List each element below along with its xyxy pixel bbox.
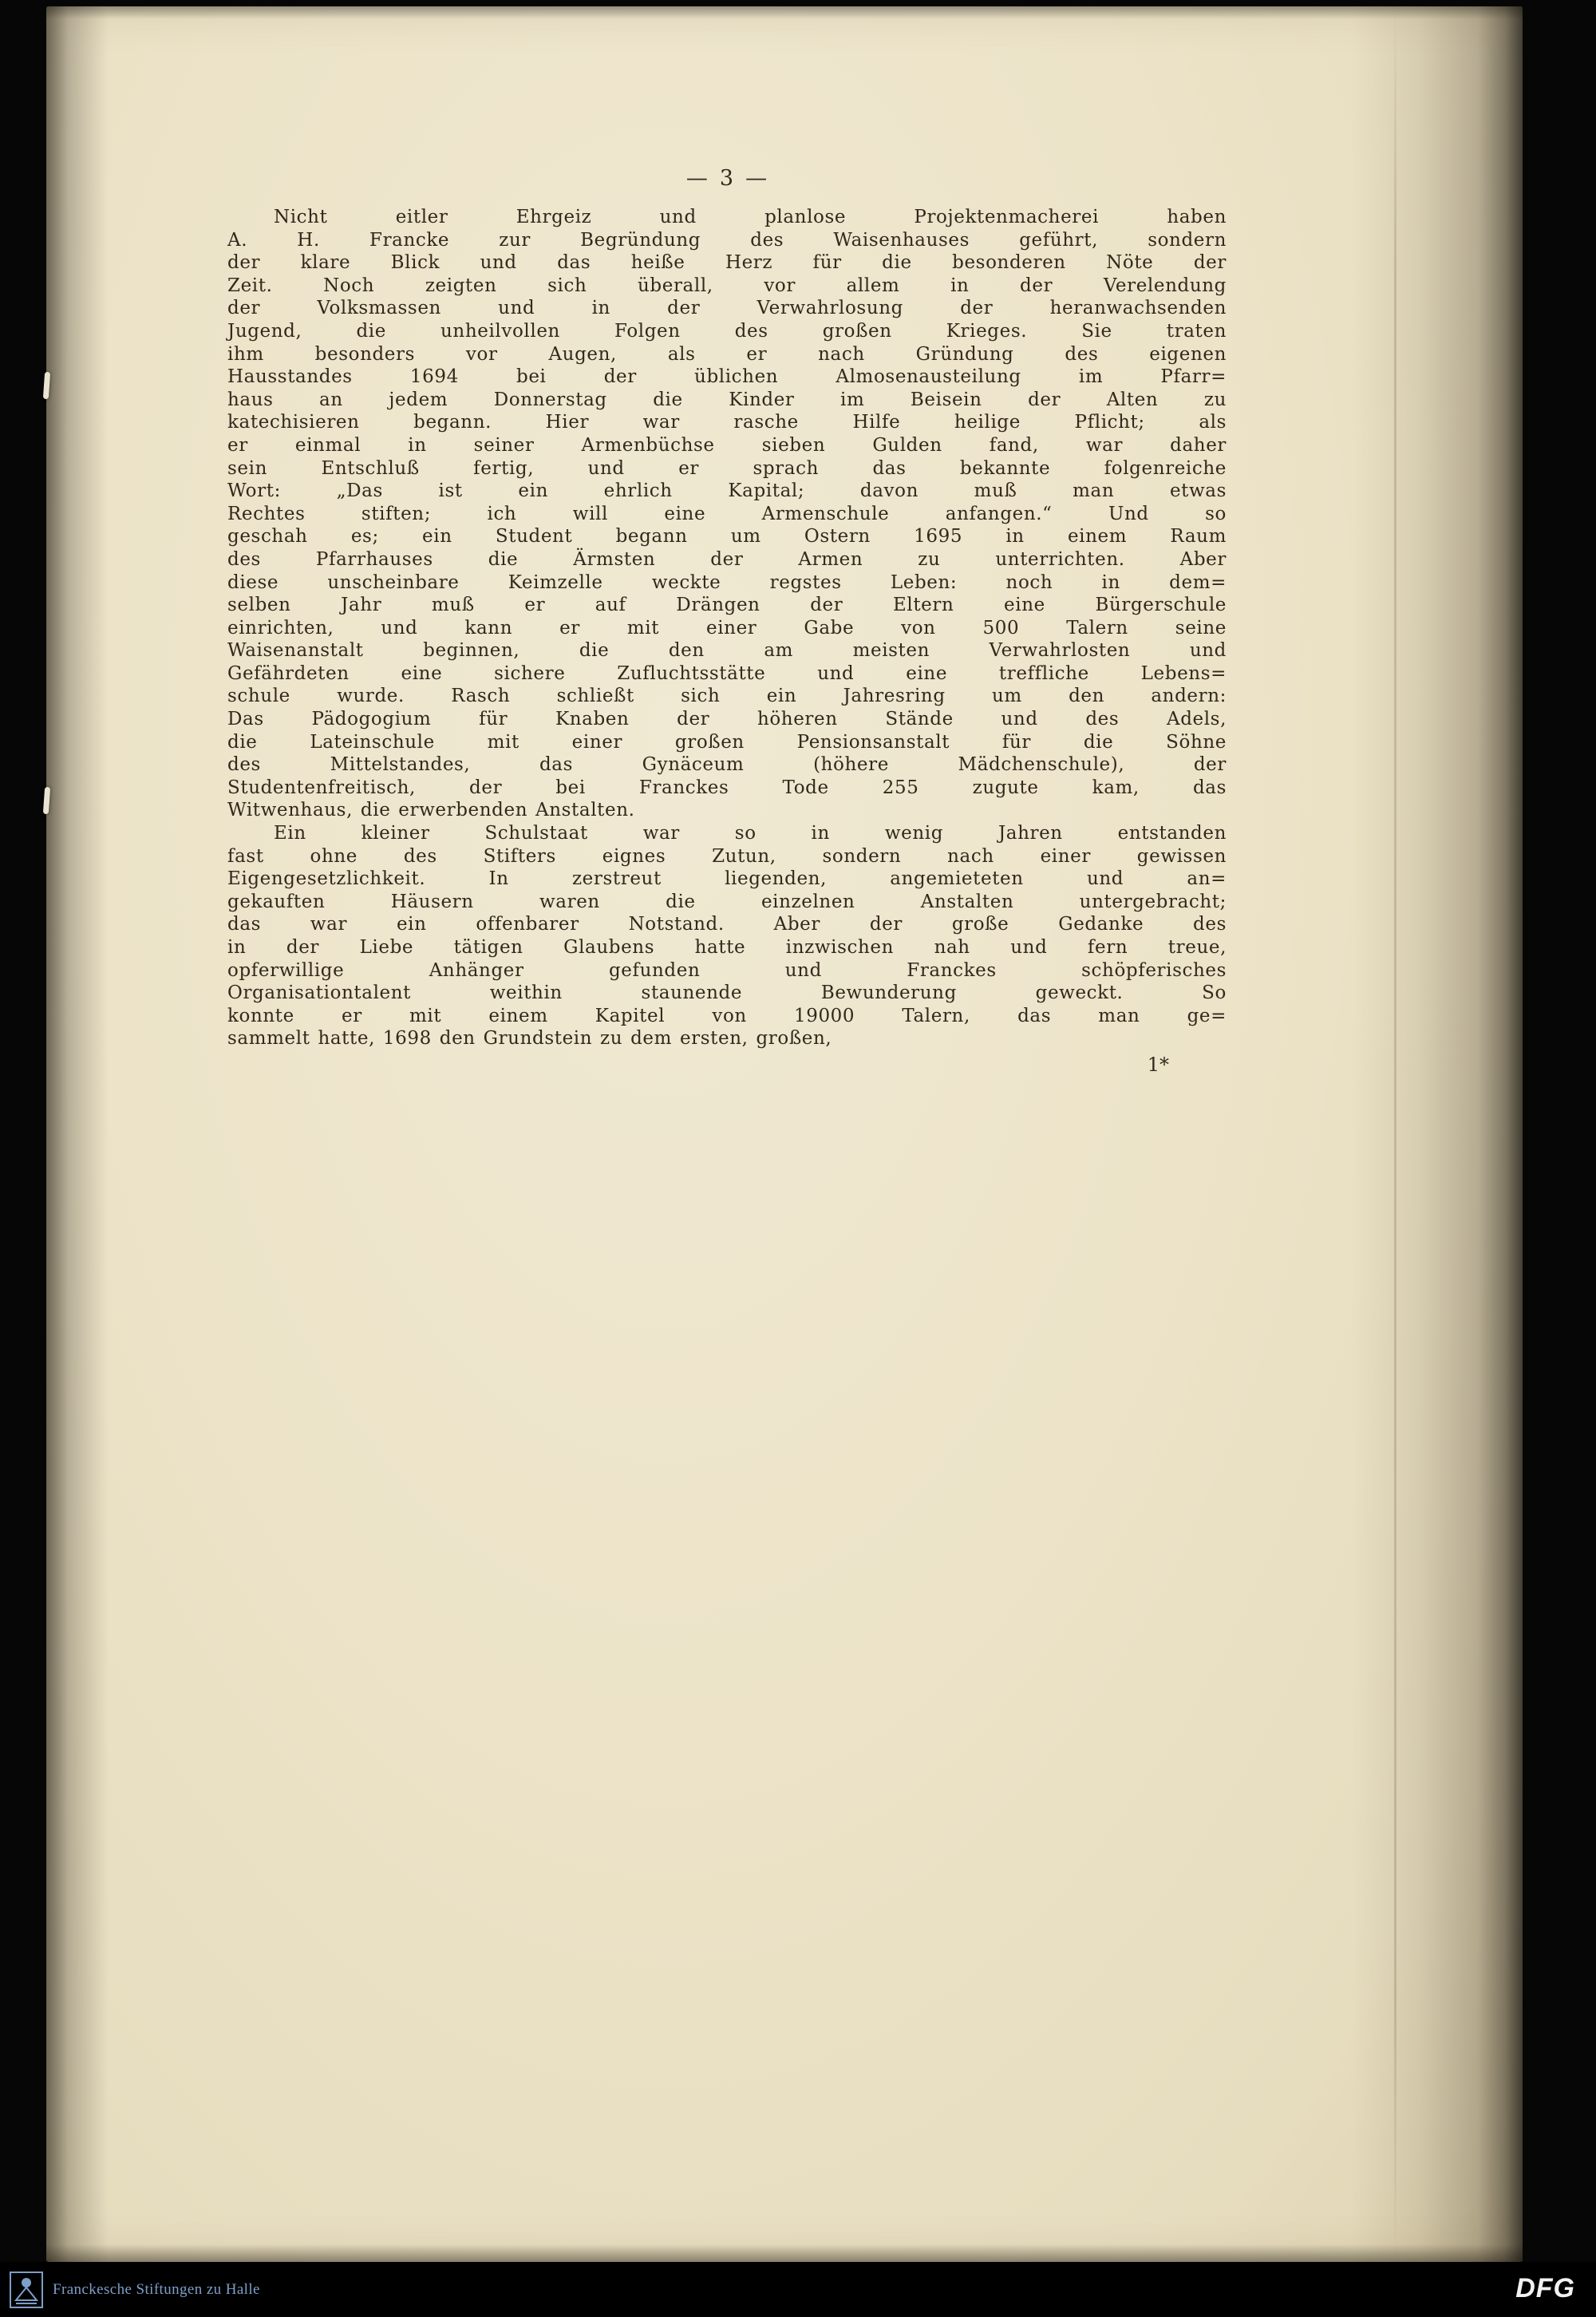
page-edge-shadow	[1351, 6, 1523, 2262]
dfg-logo: DFG	[1515, 2273, 1575, 2303]
text-line: einrichten, und kann er mit einer Gabe von 500 Talern seine	[227, 617, 1227, 639]
bottom-bar	[0, 2262, 1596, 2317]
text-line: Jugend, die unheilvollen Folgen des großen Krieges. Sie traten	[227, 320, 1227, 342]
page-top-shadow	[46, 6, 1523, 19]
text-line: der Volksmassen und in der Verwahrlosung der heranwachsenden	[227, 298, 1227, 319]
paragraph	[227, 206, 1227, 822]
text-line: opferwillige Anhänger gefunden und Franckes schöpferisches	[227, 959, 1227, 981]
text-line: er einmal in seiner Armenbüchse sieben Gulden fand, war daher	[227, 434, 1227, 456]
page-crease	[1394, 6, 1396, 2262]
text-line: die Lateinschule mit einer großen Pensionsanstalt für die Söhne	[227, 731, 1227, 753]
text-line: das war ein offenbarer Notstand. Aber der große Gedanke des	[227, 914, 1227, 935]
text-line: schule wurde. Rasch schließt sich ein Jahresring um den andern:	[227, 686, 1227, 707]
franckesche-emblem-icon	[10, 2272, 43, 2308]
text-line: in der Liebe tätigen Glaubens hatte inzwischen nah und fern treue,	[227, 937, 1227, 958]
page-gutter-shadow	[46, 6, 109, 2262]
text-line: Gefährdeten eine sichere Zufluchtsstätte und eine treffliche Lebens=	[227, 662, 1227, 684]
text-line: katechisieren begann. Hier war rasche Hilfe heilige Pflicht; als	[227, 412, 1227, 433]
text-line: Wort: „Das ist ein ehrlich Kapital; davon muß man etwas	[227, 480, 1227, 502]
text-line: Waisenanstalt beginnen, die den am meisten Verwahrlosten und	[227, 640, 1227, 662]
page-number-dash-right: —	[745, 166, 768, 191]
text-line: selben Jahr muß er auf Drängen der Eltern eine Bürgerschule	[227, 595, 1227, 616]
text-line: des Pfarrhauses die Ärmsten der Armen zu unterrichten. Aber	[227, 548, 1227, 570]
text-line: A. H. Francke zur Begründung des Waisenhauses geführt, sondern	[227, 229, 1227, 251]
text-line: sammelt hatte, 1698 den Grundstein zu dem ersten, großen,	[227, 1028, 832, 1050]
text-line: Das Pädogogium für Knaben der höheren Stände und des Adels,	[227, 709, 1227, 730]
text-line: Zeit. Noch zeigten sich überall, vor allem in der Verelendung	[227, 275, 1227, 296]
page-bottom-shadow	[46, 2244, 1523, 2262]
text-line: ihm besonders vor Augen, als er nach Gründung des eigenen	[227, 343, 1227, 365]
text-line: haus an jedem Donnerstag die Kinder im Beisein der Alten zu	[227, 389, 1227, 410]
text-line: Organisationtalent weithin staunende Bewunderung geweckt. So	[227, 983, 1227, 1004]
text-line: Nicht eitler Ehrgeiz und planlose Projektenmacherei haben	[274, 207, 1227, 227]
page-number: 3	[719, 166, 735, 191]
text-line: sein Entschluß fertig, und er sprach das bekannte folgenreiche	[227, 457, 1227, 479]
text-line: gekauften Häusern waren die einzelnen Anstalten untergebracht;	[227, 891, 1227, 912]
page-number-dash-left: —	[685, 166, 709, 191]
text-block	[227, 206, 1227, 1050]
text-line: der klare Blick und das heiße Herz für die besonderen Nöte der	[227, 252, 1227, 274]
text-line: Hausstandes 1694 bei der üblichen Almosenausteilung im Pfarr=	[227, 366, 1227, 388]
text-line: diese unscheinbare Keimzelle weckte regstes Leben: noch in dem=	[227, 571, 1227, 593]
text-line: konnte er mit einem Kapitel von 19000 Talern, das man ge=	[227, 1005, 1227, 1026]
franckesche-logo	[10, 2272, 260, 2308]
text-line: Ein kleiner Schulstaat war so in wenig Jahren entstanden	[274, 823, 1227, 844]
paragraph	[227, 822, 1227, 1050]
text-line: Studentenfreitisch, der bei Franckes Tode 255 zugute kam, das	[227, 777, 1227, 798]
page-number-row	[227, 166, 1227, 191]
text-line: fast ohne des Stifters eignes Zutun, sondern nach einer gewissen	[227, 845, 1227, 867]
text-line: Eigengesetzlichkeit. In zerstreut liegenden, angemieteten und an=	[227, 868, 1227, 890]
text-line: Witwenhaus, die erwerbenden Anstalten.	[227, 800, 635, 821]
text-line: des Mittelstandes, das Gynäceum (höhere Mädchenschule), der	[227, 754, 1227, 776]
text-line: Rechtes stiften; ich will eine Armenschule anfangen.“ Und so	[227, 503, 1227, 524]
signature-mark: 1*	[1147, 1054, 1169, 1076]
franckesche-logo-label: Franckesche Stiftungen zu Halle	[53, 2281, 260, 2298]
text-line: geschah es; ein Student begann um Ostern 1695 in einem Raum	[227, 526, 1227, 548]
book-page	[46, 6, 1523, 2262]
